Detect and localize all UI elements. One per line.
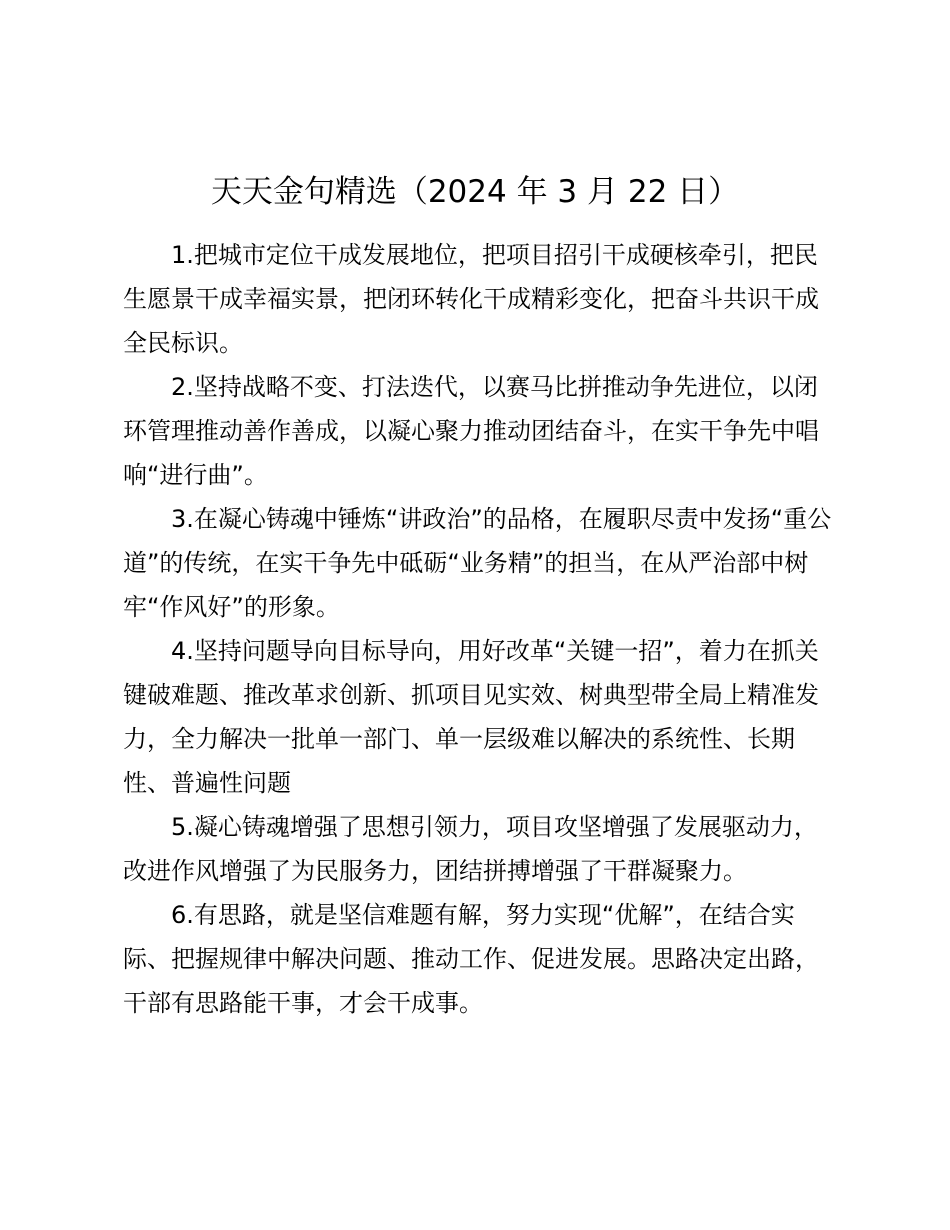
- paragraph-4: 4.坚持问题导向目标导向，用好改革“关键一招”，着力在抓关键破难题、推改革求创新、抓项目见实效、树典型带全局上精准发力，全力解决一批单一部门、单一层级难以解决的系统性、长期性、普遍性问题: [123, 637, 819, 797]
- paragraph-5: 5.凝心铸魂增强了思想引领力，项目攻坚增强了发展驱动力，改进作风增强了为民服务力，团结拼搏增强了干群凝聚力。: [123, 813, 818, 885]
- paragraph-6: 6.有思路，就是坚信难题有解，努力实现“优解”，在结合实际、把握规律中解决问题、推动工作、促进发展。思路决定出路，干部有思路能干事，才会干成事。: [123, 901, 819, 1017]
- paragraph-3: 3.在凝心铸魂中锤炼“讲政治”的品格，在履职尽责中发扬“重公道”的传统，在实干争先中砥砺“业务精”的担当，在从严治部中树牢“作风好”的形象。: [123, 505, 832, 621]
- document-title: 天天金句精选（2024 年 3 月 22 日）: [210, 174, 740, 210]
- document-body: [123, 233, 835, 1025]
- paragraph-2: 2.坚持战略不变、打法迭代，以赛马比拼推动争先进位，以闭环管理推动善作善成，以凝心聚力推动团结奋斗，在实干争先中唱响“进行曲”。: [123, 373, 819, 489]
- paragraph-1: 1.把城市定位干成发展地位，把项目招引干成硬核牵引，把民生愿景干成幸福实景，把闭环转化干成精彩变化，把奋斗共识干成全民标识。: [123, 241, 819, 357]
